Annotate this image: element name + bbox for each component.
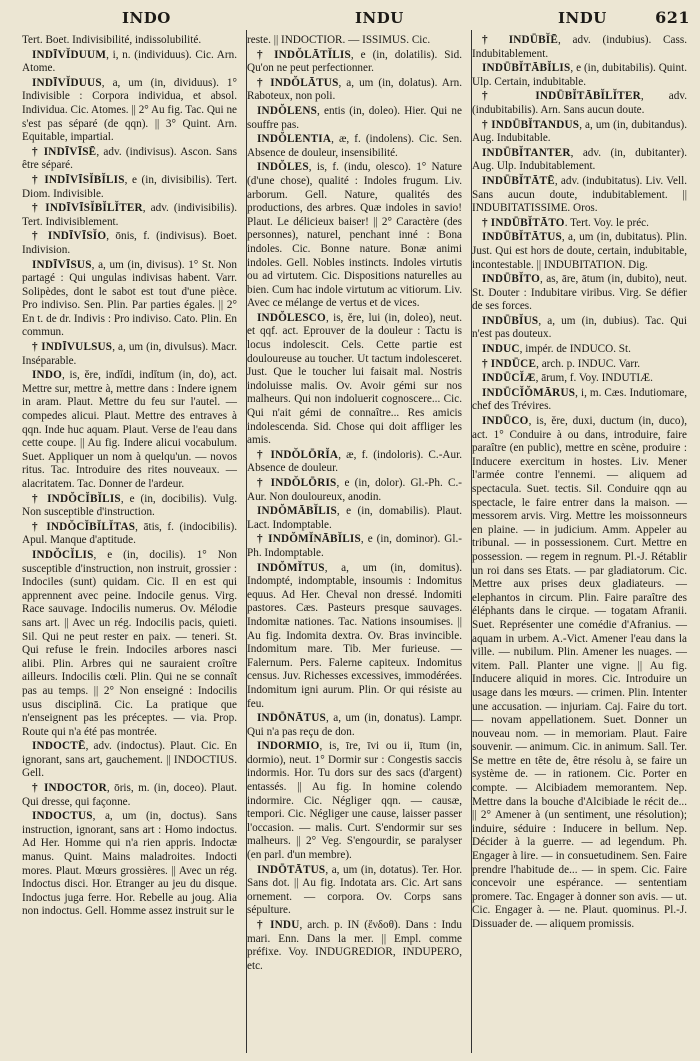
entry-headword: INDĪVĬDUUM <box>32 48 107 61</box>
entry-headword: † INDŪBĬTĀTO <box>482 216 565 229</box>
entry-definition: , e (in, divisibilis). Tert. Diom. Indivisible. <box>22 173 237 200</box>
dictionary-entry <box>22 77 237 145</box>
entry-headword: INDŎLESCO <box>257 311 326 324</box>
column-right <box>472 34 687 974</box>
entry-definition: , a, um (in, divulsus). Macr. Inséparable. <box>22 341 237 367</box>
entry-headword: INDŌTĀTUS <box>257 863 326 876</box>
entry-definition: , adv. (indubius). Cass. Indubitablement. <box>472 34 687 60</box>
entry-headword: † INDOCTOR <box>32 782 107 795</box>
dictionary-entry <box>247 34 462 48</box>
dictionary-entry <box>22 549 237 739</box>
entry-definition: , e (in, dubitabilis). Quint. Ulp. Certain, indubitable. <box>472 62 687 88</box>
entry-definition: , æ, f. (indoloris). C.-Aur. Absence de douleur. <box>247 448 462 475</box>
dictionary-entry <box>472 175 687 216</box>
entry-definition: , is, ĕre, lui (in, doleo), neut. et qqf. act. Eprouver de la douleur : Tactu is locus indolescit. Cels. Cette partie est douloureuse au toucher. Ut tactum indolesceret. Just. Que le toucher lui faisait mal. Nostris indoluisse malis. Ov. Avoir gémi sur nos malheurs. Qui non indoluerit cognoscere... Cic. Qui n'ait gémi de connaître... Res amicis indolescenda. Sid. Chose qui doit affliger les amis. <box>247 311 462 447</box>
dictionary-entry <box>247 533 462 560</box>
entry-definition: , a, um (in, dubitandus). Aug. Indubitable. <box>472 118 687 145</box>
entry-definition: , ōris, m. (in, doceo). Plaut. Qui dresse, qui façonne. <box>22 782 237 808</box>
dictionary-entry <box>472 415 687 932</box>
entry-definition: reste. || INDOCTIOR. — ISSIMUS. Cic. <box>247 34 431 46</box>
column-middle <box>247 34 462 974</box>
entry-headword: † INDŎLŌRIS <box>257 477 337 489</box>
entry-headword: INDĪVĬDUUS <box>32 76 102 89</box>
entry-headword: † INDŎLĀTĬLIS <box>257 48 351 61</box>
dictionary-entry <box>472 315 687 342</box>
dictionary-entry <box>472 119 687 146</box>
entry-headword: † INDŎCĬBĬLĬTAS <box>32 520 136 533</box>
entry-headword: INDOCTĒ <box>32 740 86 753</box>
entry-headword: INDŌNĀTUS <box>257 712 326 725</box>
dictionary-entry <box>22 146 237 173</box>
entry-headword: † INDŎLŌRĬA <box>257 448 339 461</box>
entry-definition: , is, f. (indu, olesco). 1° Nature (d'une chose), qualité : Indoles frugum. Liv. arborum. Gell. Nature, qualités des productions, des arbres. Quæ indoles in savio! Plaut. Le délicieux baiser! || 2° Caractère (des personnes), naturel, penchant inné : Bona indoles. Cic. Bonne nature. Bonæ animi indoles. Gell. Nobles instincts. Indoles virtutis ou ad virtutem. Cic. Dispositions naturelles au bien. Cum hac indole virtutum ac vitiorum. Liv. Avec ce mélange de vertus et de vices. <box>247 161 462 310</box>
dictionary-entry <box>247 505 462 532</box>
entry-definition: , entis (in, doleo). Hier. Qui ne souffre pas. <box>247 104 462 131</box>
entry-headword: † INDĪVULSUS <box>32 341 113 354</box>
entry-definition: , adv. (in, dubitanter). Aug. Ulp. Indubitablement. <box>472 146 687 173</box>
entry-definition: , ōnis, f. (indivisus). Boet. Indivision. <box>22 230 237 256</box>
dictionary-entry <box>247 712 462 739</box>
entry-definition: , as, āre, ātum (in, dubito), neut. St. Douter : Indubitare viribus. Virg. Se défier de ses forces. <box>472 273 687 313</box>
entry-definition: , a, um (in, dubitatus). Plin. Just. Qui est hors de doute, certain, indubitable, incontestable. || INDUBITATION. Dig. <box>472 231 687 271</box>
dictionary-entry <box>247 477 462 504</box>
entry-definition: , e (in, domabilis). Plaut. Lact. Indomptable. <box>247 505 462 531</box>
dictionary-entry <box>247 133 462 160</box>
dictionary-entry <box>22 810 237 919</box>
entry-headword: INDŪBĬTĀTĒ <box>482 174 555 187</box>
entry-headword: INDO <box>32 369 63 382</box>
dictionary-entry <box>22 493 237 520</box>
entry-headword: INDOCTUS <box>32 810 93 823</box>
dictionary-entry <box>22 259 237 341</box>
dictionary-entry <box>247 49 462 76</box>
entry-headword: † INDĪVĪSĬO <box>32 230 107 243</box>
entry-headword: † INDŪCE <box>482 357 537 370</box>
dictionary-entry <box>472 343 687 357</box>
dictionary-entry <box>22 521 237 548</box>
column-left <box>22 34 237 974</box>
entry-definition: , a, um (in, dividuus). 1° Indivisible : Corpora individua, et absol. Individua. Cic. Atomes. || 2° Au fig. Tac. Qui ne s'est pas séparé (de qqn). || 3° Quint. Arn. Equitable, impartial. <box>22 76 237 144</box>
entry-definition: , adv. (indubitatus). Liv. Vell. Sans aucun doute, indubitablement. || INDUBITATISSIME. Oros. <box>472 174 687 215</box>
entry-definition: , ātis, f. (indocibilis). Apul. Manque d'aptitude. <box>22 520 237 547</box>
dictionary-entry <box>247 105 462 132</box>
dictionary-entry <box>472 90 687 117</box>
entry-definition: . Tert. Voy. le préc. <box>564 216 649 229</box>
entry-headword: † INDŎMĬNĀBĬLIS <box>257 533 361 546</box>
dictionary-entry <box>22 369 237 491</box>
entry-definition: , a, um (in, domitus). Indompté, indomptable, insoumis : Indomitus equus. Ad Her. Cheval non dressé. Indomiti pastores. Cæs. Pasteurs presque sauvages. Indomitæ nationes. Tac. Nations insoumises. || Au fig. Indomita dextra. Ov. Bras invincible. Indomitum mare. Tib. Mer furieuse. — Falernum. Pers. Falerne capiteux. Indomitus census. Juv. Richesses excessives, immodérées. Indomitum igni aurum. Plin. Or qui résiste au feu. <box>247 561 462 710</box>
dictionary-entry <box>22 34 237 48</box>
dictionary-entry <box>22 49 237 76</box>
entry-definition: , a, um (in, dubius). Tac. Qui n'est pas douteux. <box>472 314 687 341</box>
column-divider <box>246 30 247 1053</box>
entry-headword: † INDŪBĬĒ <box>482 34 558 46</box>
entry-definition: , ārum, f. Voy. INDUTIÆ. <box>535 372 653 385</box>
entry-definition: , is, īre, īvi ou ii, ītum (in, dormio), neut. 1° Dormir sur : Congestis saccis indormis. Hor. Tu dors sur des sacs (d'argent) entassés. || Au fig. In homine colendo indormire. Cic. Négliger qqn. — causæ, tempori. Cic. Négliger une cause, laisser passer l'occasion. — malis. Curt. S'endormir sur ses malheurs. || 2° Veg. S'engourdir, se paralyser (en parl. d'un membre). <box>247 740 462 862</box>
entry-headword: INDŎCĬLIS <box>32 548 94 561</box>
entry-headword: INDŎLENTIA <box>257 133 332 146</box>
entry-definition: , impér. de INDUCO. St. <box>519 343 631 356</box>
entry-headword: † INDŪBĬTĀBĬLĬTER <box>482 90 641 103</box>
dictionary-entry <box>22 782 237 809</box>
entry-headword: † INDŎCĬBĬLIS <box>32 492 121 505</box>
dictionary-entry <box>22 740 237 781</box>
columns <box>22 34 690 974</box>
entry-definition: Tert. Boet. Indivisibilité, indissolubilité. <box>22 34 202 46</box>
entry-definition: , a, um (in, dolatus). Arn. Raboteux, non poli. <box>247 76 463 103</box>
entry-headword: INDŪBĬTĀTUS <box>482 231 562 244</box>
dictionary-entry <box>472 34 687 61</box>
dictionary-entry <box>247 864 462 918</box>
entry-definition: , adv. (indivisibilis). Tert. Indivisiblement. <box>22 202 237 228</box>
dictionary-entry <box>472 372 687 386</box>
entry-headword: INDŎLENS <box>257 104 318 117</box>
entry-definition: , e (in, dolatilis). Sid. Qu'on ne peut perfectionner. <box>247 48 463 75</box>
entry-headword: INDŪBĬUS <box>482 314 539 327</box>
entry-definition: , e (in, docibilis). Vulg. Non susceptible d'instruction. <box>22 492 238 519</box>
entry-definition: , adv. (indivisus). Ascon. Sans être séparé. <box>22 145 237 172</box>
entry-headword: INDŪBĬTANTER <box>482 146 571 159</box>
entry-definition: , adv. (indoctus). Plaut. Cic. En ignorant, sans art, gauchement. || INDOCTIUS. Gell. <box>22 740 237 780</box>
dictionary-entry <box>22 202 237 229</box>
entry-definition: , adv. (indubitabilis). Arn. Sans aucun doute. <box>472 90 687 116</box>
dictionary-entry <box>247 449 462 476</box>
entry-definition: , a, um (in, dotatus). Ter. Hor. Sans dot. || Au fig. Indotata ars. Cic. Art sans ornement. — corpora. Ov. Corps sans sépulture. <box>247 863 462 917</box>
entry-definition: , e (in, dominor). Gl.-Ph. Indomptable. <box>247 533 462 559</box>
dictionary-entry <box>472 147 687 174</box>
entry-headword: INDŪCĬÆ <box>482 372 536 385</box>
entry-headword: INDŪCO <box>482 415 529 428</box>
entry-headword: † INDU <box>257 919 300 931</box>
dictionary-entry <box>22 174 237 201</box>
entry-definition: , arch. p. INDUC. Varr. <box>536 357 641 370</box>
entry-definition: , is, ĕre, duxi, ductum (in, duco), act. 1° Conduire à ou dans, introduire, faire paraître (en public), mettre en scène, produire : Inducere exercitum in hostes. Liv. Mener l'armée contre l'ennemi. — aliquem ad spectacula. Suet. tectis. Sil. Conduire qqn au spectacle, le faire entrer dans la maison. — messorem arvis. Virg. Mettre les moissonneurs en plaine. — in judicium. Amm. Appeler au tribunal. — in possessionem. Curt. Mettre en possession. — regem in regnum. Pl.-J. Rétablir un roi dans ses Etats. — par gladiatorum. Cic. Mettre aux prises deux gladiateurs. — elephantos in circum. Plin. Faire paraître des éléphants dans le cirque. — togatam Afranii. Suet. Représenter une comédie d'Afranius. — aquam in urbem. A.-Vict. Amener l'eau dans la ville. — nubilum. Plin. Amener les nuages. — vitem. Pall. Planter une vigne. || Au fig. Inducere aliquid in mores. Cic. Introduire un usage dans les mœurs. — crimen. Plin. Intenter une accusation. — injuriam. Caj. Faire du tort. — novam appellationem. Suet. Donner un nouveau nom. — in memoriam. Plaut. Faire souvenir. — animum. Cic. in animum. Sall. Ter. Se mettre en tête de, être résolu à, se faire un système de. — in rationem. Cic. Porter en compte. — Alcibiadem memorantem. Nep. Mettre dans la bouche d'Alcibiade le récit de... || 2° Amener à (un sentiment, une résolution); induire, séduire : Inducere in bellum. Nep. Décider à la guerre. — ad legendum. Ph. Engager à lire. — in consuetudinem. Sen. Faire prendre l'habitude de... — in spem. Cic. Faire concevoir une espérance. — sententiam promere. Tac. Engager à donner son avis. — ut. Cic. Engager à. — ne. Plaut. quominus. Pl.-J. Dissuader de. — aliquem promissis. <box>472 415 687 930</box>
dictionary-entry <box>247 312 462 448</box>
entry-headword: † INDŎLĀTUS <box>257 76 339 89</box>
page-number: 621 <box>655 8 690 27</box>
entry-headword: INDŪCĬŎMĀRUS <box>482 386 576 399</box>
entry-definition: , a, um (in, divisus). 1° St. Non partagé : Qui ungulas indivisas habent. Varr. Solipèdes, dont le sabot est tout d'une pièce. Pro indiviso. Sen. Plin. Par parties égales. || 2° En t. de dr. Indivis : Pro indiviso. Cato. Plin. En commun. <box>22 258 237 339</box>
entry-definition: , a, um (in, donatus). Lampr. Qui n'a pas reçu de don. <box>247 712 462 738</box>
dictionary-entry <box>472 62 687 89</box>
dictionary-entry <box>247 740 462 862</box>
dictionary-entry <box>472 231 687 272</box>
header-center-word: INDU <box>355 9 404 27</box>
entry-headword: † INDĪVĪSĬBĬLIS <box>32 173 125 186</box>
dictionary-entry <box>472 273 687 314</box>
entry-headword: INDŪBĬTO <box>482 273 540 286</box>
entry-headword: † INDĪVĪSĬBĬLĬTER <box>32 202 143 215</box>
entry-definition: , e (in, dolor). Gl.-Ph. C.-Aur. Non douloureux, anodin. <box>247 477 462 503</box>
dictionary-entry <box>22 341 237 368</box>
entry-headword: INDŎMĀBĬLIS <box>257 505 337 518</box>
running-header <box>22 6 690 30</box>
entry-definition: , i, m. Cæs. Indutiomare, chef des Trévires. <box>472 386 687 413</box>
dictionary-entry <box>247 77 462 104</box>
entry-headword: INDŎMĬTUS <box>257 561 325 574</box>
dictionary-entry <box>472 387 687 414</box>
entry-definition: , a, um (in, doctus). Sans instruction, ignorant, sans art : Homo indoctus. Ad Her. Homme qui n'a rien appris. Indoctæ manus. Quint. Mains maladroites. Indocti mores. Plaut. Mœurs grossières. || Avec un rég. Indoctus disci. Hor. Etranger au jeu du disque. Indoctus juga ferre. Hor. Rebelle au joug. Alia non indoctus. Gell. Homme assez instruit sur le <box>22 810 237 918</box>
dictionary-entry <box>472 358 687 372</box>
entry-headword: † INDĪVĪSĒ <box>32 145 97 158</box>
entry-definition: , æ, f. (indolens). Cic. Sen. Absence de douleur, insensibilité. <box>247 133 462 159</box>
dictionary-entry <box>247 919 462 973</box>
entry-headword: INDUC <box>482 343 520 356</box>
dictionary-entry <box>472 217 687 231</box>
header-right-word: INDU <box>558 9 607 27</box>
entry-headword: INDŎLES <box>257 161 309 174</box>
entry-headword: INDĪVĪSUS <box>32 258 92 271</box>
header-left-word: INDO <box>122 9 171 27</box>
column-divider <box>471 30 472 1053</box>
entry-headword: INDORMIO <box>257 740 320 753</box>
entry-definition: , i, n. (individuus). Cic. Arn. Atome. <box>22 48 237 75</box>
dictionary-entry <box>22 230 237 257</box>
dictionary-entry <box>247 562 462 712</box>
entry-headword: INDŪBĬTĀBĬLIS <box>482 62 571 75</box>
dictionary-entry <box>247 161 462 311</box>
entry-definition: , arch. p. IN (ἔνδοθ). Dans : Indu mari. Enn. Dans la mer. || Empl. comme préfixe. Voy. INDUGREDIOR, INDUPERO, etc. <box>247 919 462 972</box>
entry-definition: , e (in, docilis). 1° Non susceptible d'instruction, non instruit, grossier : Indociles (sunt) quidam. Cic. Il en est qui apprennent avec peine. Indocile genus. Virg. Race sauvage. Indocilis numerus. Ov. Mélodie sans art. || Avec un rég. Indocilis pacis, quieti. Sil. Qui ne peut rester en paix. — teneri. St. Qui refuse le frein. Indociles arbores nasci alibi. Plin. Arbres qui ne sauraient croître ailleurs. Indocilis cœli. Plin. Qui ne se connaît pas au temps. || 2° Non enseigné : Indocilis usus disciplinā. Cic. La pratique que n'enseignent pas les préceptes. — via. Prop. Route qui n'a été pas montrée. <box>22 548 237 738</box>
entry-definition: , is, ĕre, indĭdi, indĭtum (in, do), act. Mettre sur, mettre à, mettre dans : Indere ignem in aram. Plaut. Mettre du feu sur l'autel. — compedes alicui. Plaut. Mettre des entraves à qqn. Inde huc aquam. Plaut. Verse de l'eau dans cette coupe. || Au fig. Indere alicui vocabulum. Suet. Appliquer un nom à quelqu'un. — novos ritus. Tac. Introduire des rites nouveaux. — alacritatem. Tac. Donner de l'ardeur. <box>22 369 237 490</box>
entry-headword: † INDŪBĬTANDUS <box>482 118 580 131</box>
